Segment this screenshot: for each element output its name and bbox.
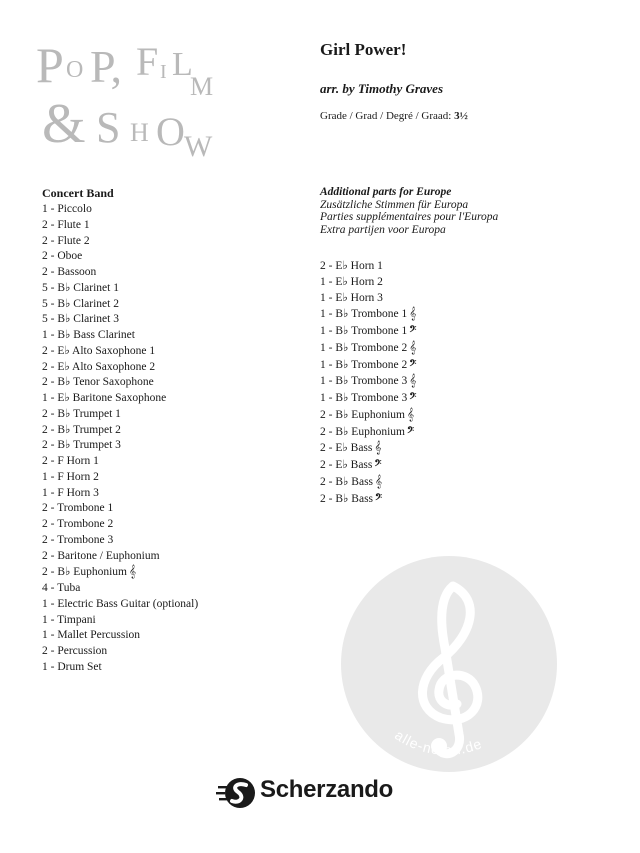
bass-clef-icon: 𝄢 <box>409 357 417 371</box>
part-label: 2 - Bassoon <box>42 266 97 278</box>
part-label: 1 - E♭ Horn 3 <box>320 291 383 304</box>
additional-parts-section <box>320 186 620 507</box>
part-row <box>42 218 302 234</box>
piece-title: Girl Power! <box>320 40 407 59</box>
part-label: 2 - B♭ Euphonium <box>42 566 127 579</box>
concert-band-parts <box>42 202 302 676</box>
part-row <box>42 202 302 218</box>
additional-heading-en: Additional parts for Europe <box>320 186 452 198</box>
part-label: 4 - Tuba <box>42 582 81 594</box>
treble-clef-icon: 𝄞 <box>375 473 383 488</box>
part-row <box>320 373 620 390</box>
publisher-logo <box>216 772 436 812</box>
treble-clef-icon: 𝄞 <box>409 373 417 388</box>
logo-letter: W <box>184 130 213 163</box>
part-row <box>320 291 620 307</box>
part-row <box>320 491 620 508</box>
part-label: 1 - F Horn 2 <box>42 470 99 483</box>
treble-clef-icon: 𝄞 <box>128 564 137 579</box>
watermark <box>341 556 557 772</box>
part-label: 2 - Trombone 3 <box>42 533 114 546</box>
part-label: 1 - Piccolo <box>42 203 92 215</box>
logo-letter: P, <box>90 41 122 92</box>
grade-label: Grade / Grad / Degré / Graad: <box>320 110 452 122</box>
part-label: 1 - Mallet Percussion <box>42 629 141 642</box>
treble-clef-icon: 𝄞 <box>409 306 417 321</box>
bass-clef-icon: 𝄢 <box>374 458 382 471</box>
treble-clef-icon <box>341 556 557 772</box>
part-row <box>320 323 620 340</box>
part-row <box>42 549 302 565</box>
bass-clef-icon: 𝄢 <box>409 324 417 337</box>
part-row <box>320 306 620 323</box>
part-row <box>42 470 302 486</box>
logo-letter: I <box>160 61 167 83</box>
logo-letter: H <box>130 118 149 147</box>
part-row <box>42 360 302 376</box>
part-row <box>42 297 302 313</box>
treble-clef-icon: 𝄞 <box>409 339 417 354</box>
part-row <box>42 234 302 250</box>
part-label: 1 - B♭ Trombone 1 <box>320 325 408 337</box>
part-label: 2 - Flute 2 <box>42 234 90 247</box>
part-label: 5 - B♭ Clarinet 3 <box>42 313 119 326</box>
part-label: 2 - Oboe <box>42 250 83 263</box>
watermark-text: alle-noten.de <box>392 726 485 758</box>
part-label: 1 - F Horn 3 <box>42 486 99 499</box>
part-row <box>42 391 302 407</box>
part-label: 1 - Timpani <box>42 613 96 626</box>
part-row <box>320 390 620 407</box>
part-label: 2 - Baritone / Euphonium <box>42 549 160 562</box>
part-label: 2 - E♭ Alto Saxophone 1 <box>42 344 156 357</box>
logo-letter: O <box>66 57 84 83</box>
part-row <box>42 312 302 328</box>
part-label: 1 - E♭ Baritone Saxophone <box>42 392 167 404</box>
part-row <box>42 613 302 629</box>
part-label: 2 - B♭ Bass <box>320 475 374 488</box>
logo-letter: & <box>42 93 86 155</box>
part-label: 2 - B♭ Trumpet 2 <box>42 423 121 436</box>
part-row <box>42 660 302 676</box>
part-row <box>42 581 302 597</box>
part-row <box>42 644 302 660</box>
bass-clef-icon: 𝄢 <box>406 424 415 438</box>
additional-heading-nl: Extra partijen voor Europa <box>320 223 446 236</box>
part-label: 2 - E♭ Bass <box>320 459 373 471</box>
concert-band-section <box>42 186 302 676</box>
logo-letter: P <box>36 37 64 93</box>
part-label: 2 - E♭ Alto Saxophone 2 <box>42 360 156 373</box>
part-label: 1 - B♭ Bass Clarinet <box>42 329 135 341</box>
part-row <box>42 501 302 517</box>
part-row <box>42 597 302 613</box>
part-label: 2 - Trombone 1 <box>42 502 114 515</box>
logo-letter: M <box>190 72 214 101</box>
logo-letter: L <box>172 46 193 83</box>
part-label: 1 - Drum Set <box>42 660 102 673</box>
part-row <box>42 517 302 533</box>
part-row <box>42 265 302 281</box>
bass-clef-icon: 𝄢 <box>375 491 383 505</box>
grade-value: 3½ <box>454 110 468 122</box>
part-row <box>42 438 302 454</box>
grade-line <box>320 110 468 122</box>
part-row <box>42 628 302 644</box>
part-row <box>42 375 302 391</box>
part-label: 2 - Trombone 2 <box>42 518 114 530</box>
bass-clef-icon: 𝄢 <box>409 391 417 404</box>
part-label: 2 - E♭ Horn 1 <box>320 260 383 272</box>
treble-clef-icon: 𝄞 <box>406 406 415 421</box>
part-row <box>42 281 302 297</box>
part-label: 2 - F Horn 1 <box>42 455 99 467</box>
part-row <box>320 259 620 275</box>
part-label: 1 - Electric Bass Guitar (optional) <box>42 597 199 610</box>
part-label: 2 - B♭ Euphonium <box>320 408 405 421</box>
additional-heading-fr: Parties supplémentaires pour l'Europa <box>320 211 499 223</box>
part-label: 2 - E♭ Bass <box>320 442 373 455</box>
logo-letter: S <box>96 103 121 152</box>
logo-letter: F <box>136 39 159 84</box>
part-row <box>320 474 620 491</box>
part-row <box>42 249 302 265</box>
arranger: arr. by Timothy Graves <box>320 81 444 96</box>
part-row <box>42 423 302 439</box>
part-row <box>42 533 302 549</box>
part-label: 2 - B♭ Tenor Saxophone <box>42 376 154 389</box>
part-label: 1 - B♭ Trombone 2 <box>320 341 408 354</box>
part-label: 1 - B♭ Trombone 3 <box>320 375 408 388</box>
part-label: 2 - B♭ Euphonium <box>320 425 405 438</box>
part-label: 1 - B♭ Trombone 2 <box>320 358 408 371</box>
part-label: 2 - B♭ Trumpet 1 <box>42 407 121 420</box>
part-label: 1 - B♭ Trombone 3 <box>320 392 408 404</box>
part-label: 5 - B♭ Clarinet 1 <box>42 281 119 294</box>
part-row <box>42 486 302 502</box>
scherzando-logo-icon <box>216 774 256 812</box>
treble-clef-icon: 𝄞 <box>374 440 382 455</box>
logo-letter: O <box>156 109 185 154</box>
additional-parts <box>320 259 620 507</box>
part-row <box>320 440 620 457</box>
part-row <box>42 328 302 344</box>
part-label: 2 - B♭ Bass <box>320 492 374 505</box>
part-label: 1 - B♭ Trombone 1 <box>320 308 408 321</box>
part-row <box>320 407 620 424</box>
part-label: 5 - B♭ Clarinet 2 <box>42 297 119 310</box>
additional-heading-de: Zusätzliche Stimmen für Europa <box>320 198 469 211</box>
publisher-name: Scherzando <box>260 776 394 803</box>
part-label: 2 - B♭ Trumpet 3 <box>42 439 121 452</box>
part-label: 2 - Flute 1 <box>42 218 90 231</box>
part-row <box>320 275 620 291</box>
part-label: 2 - Percussion <box>42 645 108 657</box>
part-row <box>320 357 620 374</box>
part-row <box>42 564 302 581</box>
part-row <box>42 344 302 360</box>
part-row <box>42 454 302 470</box>
part-row <box>42 407 302 423</box>
part-row <box>320 424 620 441</box>
series-logo <box>34 36 234 166</box>
part-row <box>320 340 620 357</box>
concert-band-heading: Concert Band <box>42 186 114 200</box>
part-row <box>320 457 620 474</box>
part-label: 1 - E♭ Horn 2 <box>320 275 383 288</box>
